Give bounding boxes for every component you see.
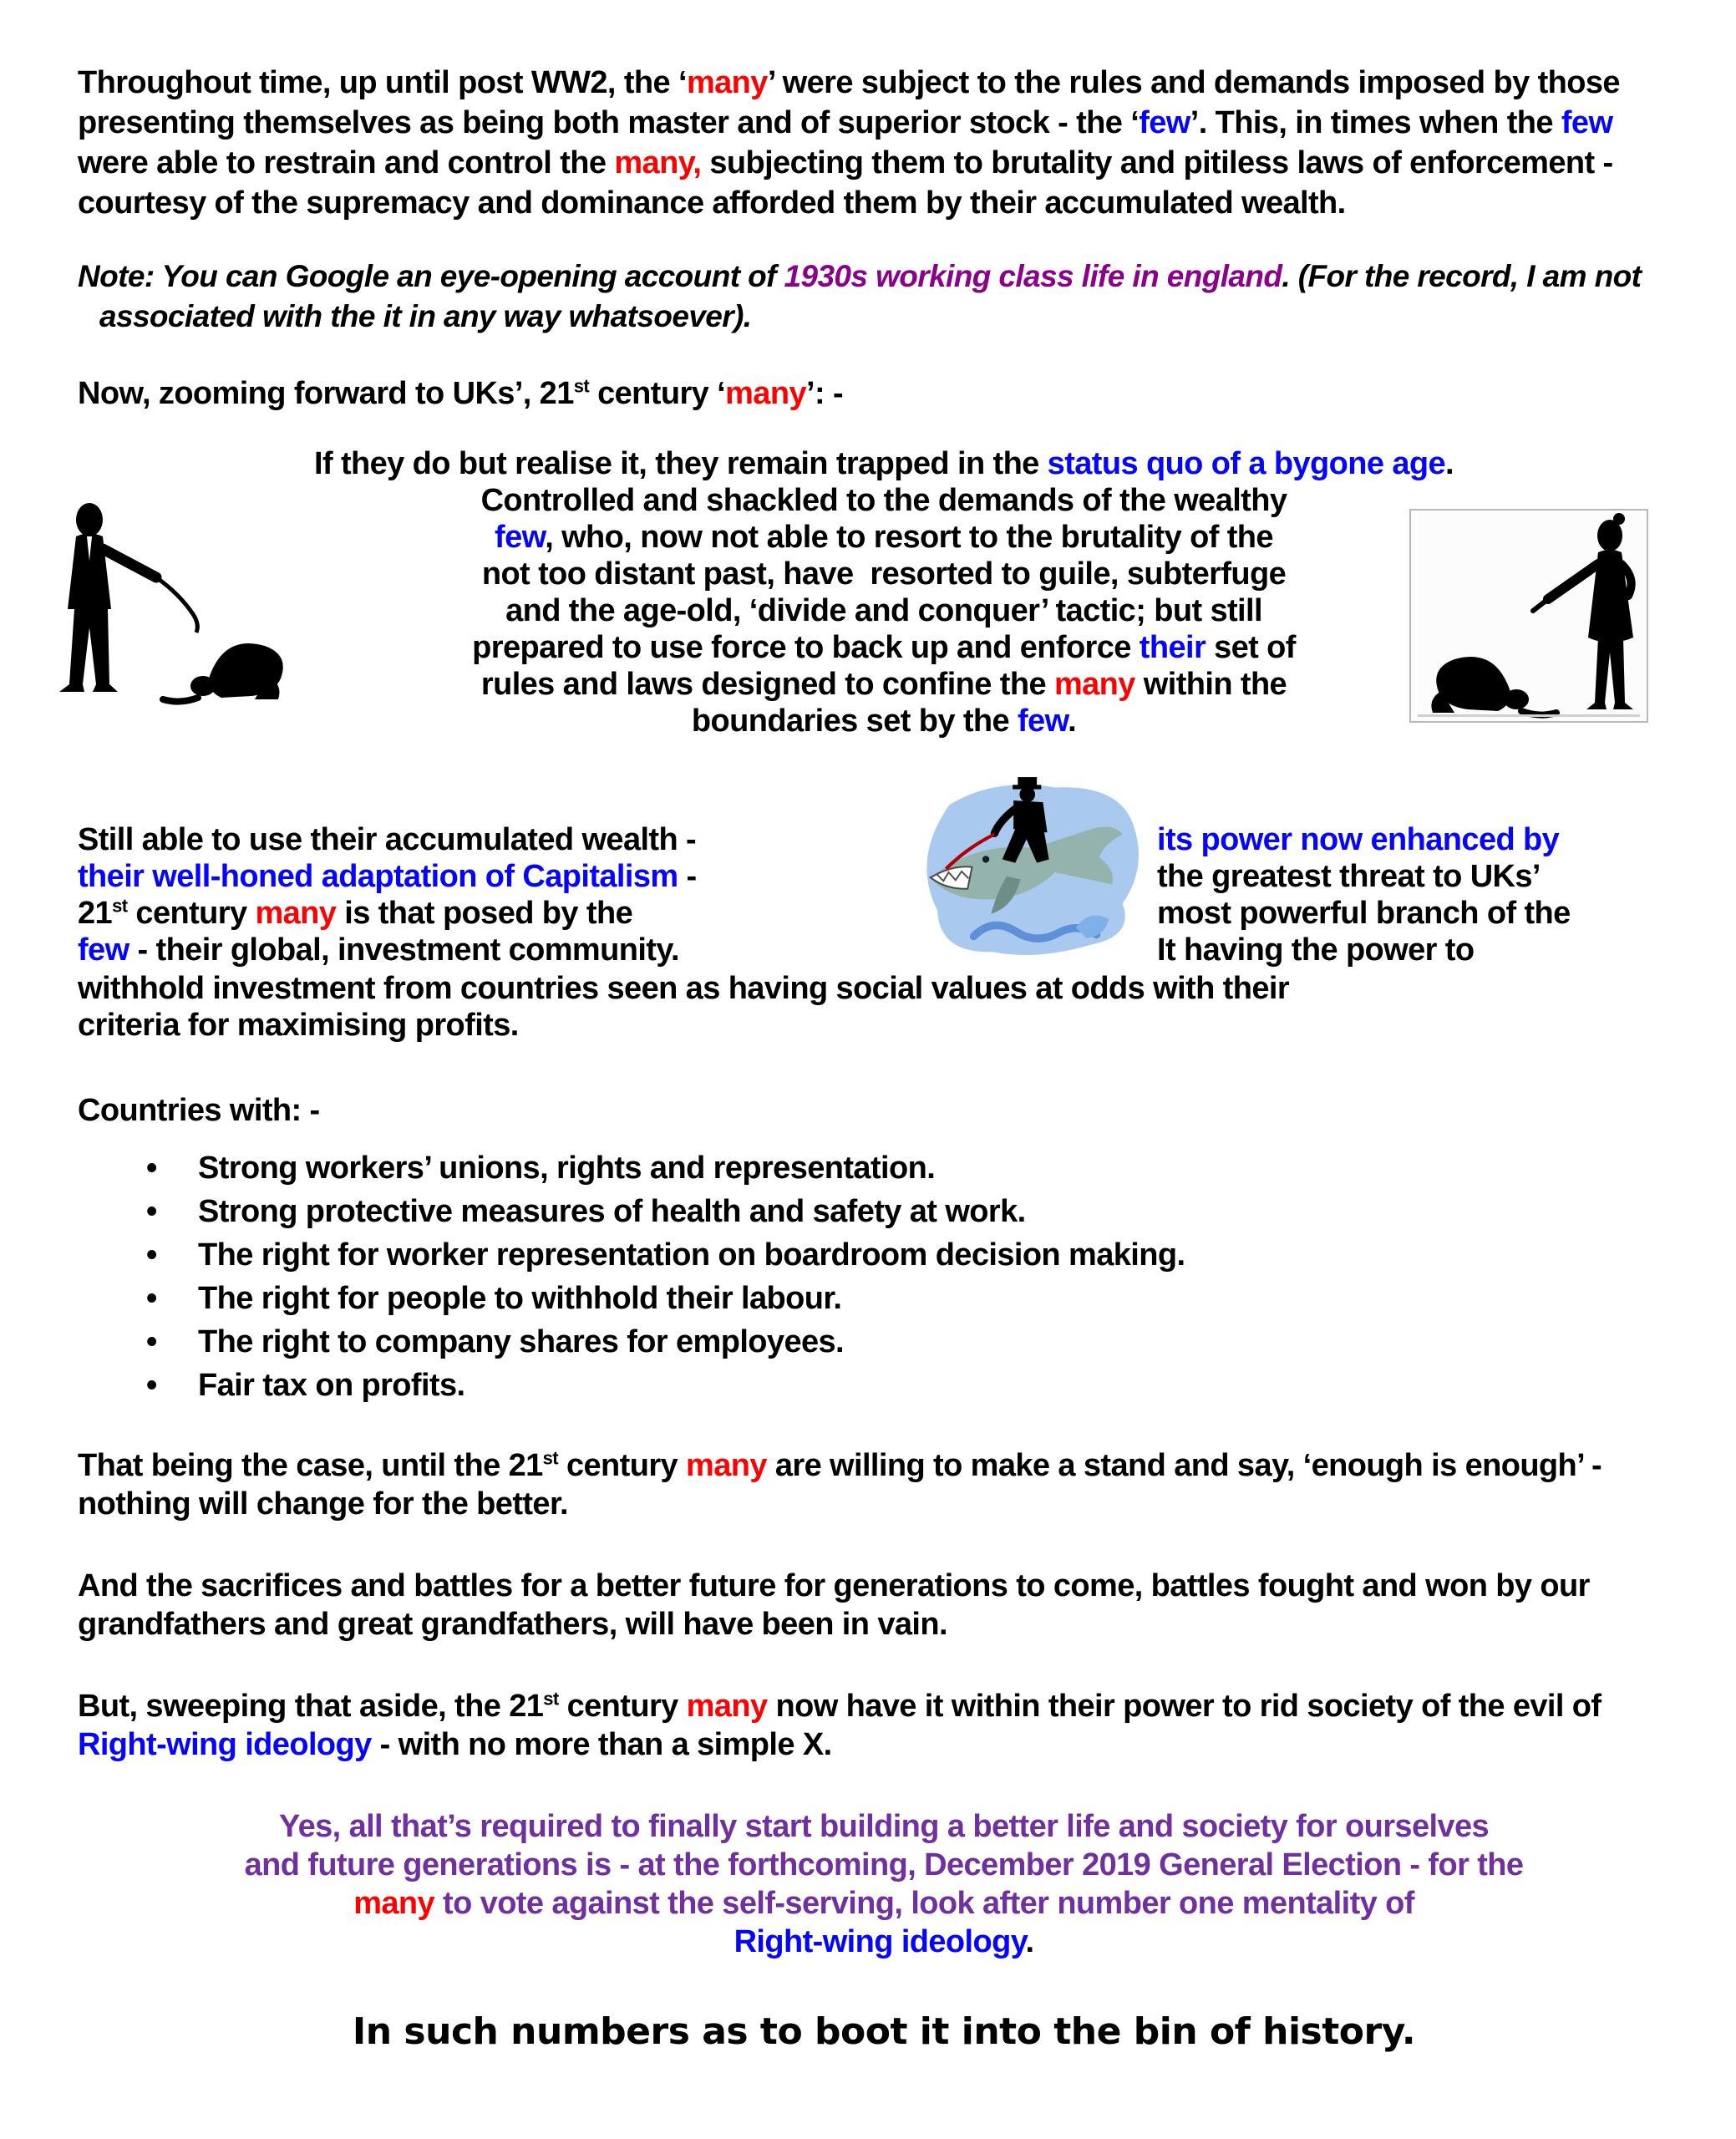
list-item	[146, 1366, 1690, 1405]
yes-call-paragraph	[78, 1807, 1690, 1961]
list-item	[146, 1279, 1690, 1318]
still-able-paragraph	[78, 821, 1690, 1044]
countries-list	[146, 1149, 1690, 1405]
still-able-line: its power now enhanced by	[1157, 822, 1560, 857]
bullet-icon: •	[146, 1368, 157, 1403]
still-able-line: most powerful branch of the	[1157, 896, 1571, 931]
still-able-line: the greatest threat to UKs’	[1157, 859, 1541, 894]
sacrifices-paragraph: And the sacrifices and battles for a better future for generations to come, battles fought and won by our grandfathers and great grandfathers, will have been in vain.	[78, 1568, 1590, 1642]
yes-call-line: and future generations is - at the forthcoming, December 2019 General Election - for the	[244, 1847, 1524, 1882]
trapped-line: If they do but realise it, they remain trapped in the status quo of a bygone age.	[314, 446, 1454, 481]
list-item	[146, 1323, 1690, 1361]
list-item	[146, 1236, 1690, 1274]
yes-call-line: Yes, all that’s required to finally start building a better life and society for ourselves	[278, 1809, 1490, 1844]
businessman-riding-shark-image	[916, 775, 1150, 970]
still-able-line: withhold investment from countries seen as having social values at odds with their	[78, 971, 1290, 1006]
yes-call-line: many to vote against the self-serving, look after number one mentality of	[353, 1886, 1414, 1921]
bullet-icon: •	[146, 1281, 157, 1316]
but-sweeping-paragraph: But, sweeping that aside, the 21st century many now have it within their power to rid society of the evil of Right-wing ideology - with no more than a simple X.	[78, 1688, 1601, 1762]
now-heading: Now, zooming forward to UKs’, 21st century ‘many’: -	[78, 375, 844, 411]
still-able-line: their well-honed adaptation of Capitalism -	[78, 859, 697, 894]
master-and-kneeling-servant-image	[54, 497, 298, 708]
bullet-icon: •	[146, 1194, 157, 1229]
list-item-text: The right for worker representation on boardroom decision making.	[198, 1237, 1185, 1273]
bullet-icon: •	[146, 1237, 157, 1273]
trapped-line: rules and laws designed to confine the many within the	[480, 667, 1287, 702]
list-item-text: Fair tax on profits.	[198, 1368, 465, 1403]
list-item	[146, 1192, 1690, 1231]
intro-paragraph: Throughout time, up until post WW2, the ‘many’ were subject to the rules and demands imposed by those presenting themselves as being both master and of superior stock - the ‘few’. This, in times when the few were able to restrain and control the many, subjecting them to brutality and pitiless laws of enforcement - courtesy of the supremacy and dominance afforded them by their accumulated wealth.	[78, 65, 1620, 221]
that-being-paragraph: That being the case, until the 21st century many are willing to make a stand and say, ‘enough is enough’ - nothing will change for the better.	[78, 1447, 1602, 1522]
trapped-line: Controlled and shackled to the demands of the wealthy	[480, 483, 1287, 518]
trapped-line: prepared to use force to back up and enforce their set of	[472, 630, 1296, 665]
trapped-line: boundaries set by the few.	[691, 704, 1077, 739]
countries-heading: Countries with: -	[78, 1093, 320, 1128]
bullet-icon: •	[146, 1324, 157, 1359]
trapped-line: not too distant past, have resorted to guile, subterfuge	[481, 556, 1287, 592]
trapped-line: and the age-old, ‘divide and conquer’ tactic; but still	[505, 593, 1262, 628]
still-able-right-column	[1157, 821, 1690, 968]
list-item-text: Strong protective measures of health and safety at work.	[198, 1194, 1026, 1229]
still-able-left-column	[78, 821, 916, 968]
still-able-line: It having the power to	[1157, 932, 1475, 968]
trapped-line: few, who, now not able to resort to the brutality of the	[495, 520, 1273, 555]
still-able-line: criteria for maximising profits.	[78, 1008, 519, 1043]
closing-line: In such numbers as to boot it into the bin of history.	[352, 2010, 1416, 2053]
still-able-line: 21st century many is that posed by the	[78, 895, 633, 931]
list-item-text: The right to company shares for employees.	[198, 1324, 845, 1359]
trapped-paragraph	[78, 445, 1690, 739]
list-item-text: Strong workers’ unions, rights and representation.	[198, 1151, 936, 1186]
still-able-line: Still able to use their accumulated wealth -	[78, 822, 697, 857]
list-item-text: The right for people to withhold their labour.	[198, 1281, 842, 1316]
yes-call-line: Right-wing ideology.	[733, 1924, 1034, 1959]
mistress-and-kneeling-servant-image	[1409, 509, 1648, 723]
bullet-icon: •	[146, 1151, 157, 1186]
list-item	[146, 1149, 1690, 1187]
note-paragraph: Note: You can Google an eye-opening account of 1930s working class life in england. (For the record, I am not associated with the it in any way whatsoever).	[78, 259, 1642, 333]
still-able-line: few - their global, investment community.	[78, 932, 680, 968]
